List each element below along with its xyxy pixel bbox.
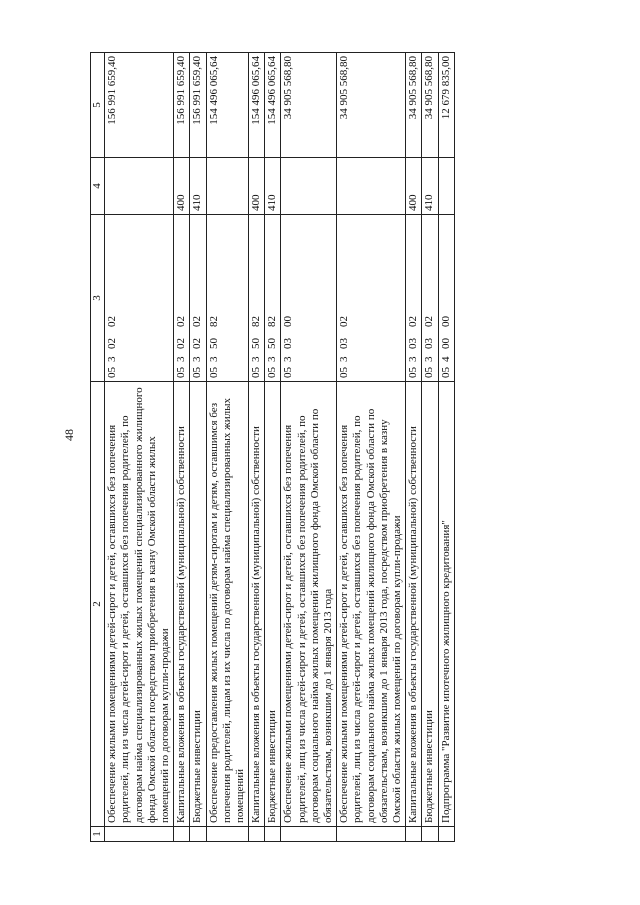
code-part-0: 05 (282, 367, 295, 378)
code-part-1: 3 (282, 356, 295, 362)
code-part-1: 3 (338, 356, 351, 362)
row-code (281, 215, 337, 382)
row-index-cell (206, 827, 249, 842)
code-part-2: 03 (338, 338, 351, 349)
row-code-parts (175, 218, 188, 378)
row-amount: 154 496 065,64 (265, 53, 281, 158)
row-index-cell (174, 827, 190, 842)
row-name: Обеспечение жилыми помещениями детей-сирот и детей, оставшихся без попечения родителей, лиц из числа детей-сирот и детей, оставшихся без попечения родителей, по договорам найма специализированных жилых помещений специализированного жилищного фонда Омской области посредством приобретения в казну Омской области жилых помещений по договорам купли-продажи (105, 382, 174, 827)
row-name: Бюджетные инвестиции (422, 382, 438, 827)
code-part-3: 82 (266, 316, 279, 327)
code-part-3: 02 (338, 316, 351, 327)
table-row (206, 53, 249, 842)
row-amount: 34 905 568,80 (281, 53, 337, 158)
code-part-0: 05 (439, 367, 452, 378)
code-part-1: 3 (250, 356, 263, 362)
row-code-parts (338, 218, 351, 378)
header-col-5: 5 (91, 53, 105, 158)
row-code-parts (282, 218, 295, 378)
code-part-3: 00 (439, 316, 452, 327)
table-row (265, 53, 281, 842)
code-part-3: 02 (175, 316, 188, 327)
row-amount: 34 905 568,80 (422, 53, 438, 158)
header-row (91, 53, 105, 842)
row-code (190, 215, 206, 382)
code-part-1: 3 (191, 356, 204, 362)
row-name: Капитальные вложения в объекты государственной (муниципальной) собственности (249, 382, 265, 827)
table-row (281, 53, 337, 842)
code-part-2: 02 (175, 338, 188, 349)
row-vr (105, 158, 174, 215)
table-row (190, 53, 206, 842)
row-code (406, 215, 422, 382)
row-index-cell (422, 827, 438, 842)
code-part-1: 3 (175, 356, 188, 362)
row-index-cell (337, 827, 406, 842)
row-code-parts (266, 218, 279, 378)
code-part-1: 3 (207, 356, 220, 362)
row-code-parts (208, 218, 221, 378)
row-amount: 154 496 065,64 (206, 53, 249, 158)
table-row (422, 53, 438, 842)
code-part-1: 4 (439, 356, 452, 362)
code-part-2: 50 (207, 338, 220, 349)
row-vr: 410 (422, 158, 438, 215)
code-part-2: 00 (439, 338, 452, 349)
header-col-1: 1 (91, 827, 105, 842)
code-part-0: 05 (207, 367, 220, 378)
code-part-1: 3 (423, 356, 436, 362)
code-part-0: 05 (407, 367, 420, 378)
code-part-2: 03 (282, 338, 295, 349)
row-code (422, 215, 438, 382)
row-code (337, 215, 406, 382)
code-part-1: 3 (266, 356, 279, 362)
row-name: Подпрограмма "Развитие ипотечного жилищного кредитования" (438, 382, 454, 827)
code-part-0: 05 (423, 367, 436, 378)
row-code-parts (191, 218, 204, 378)
row-code (105, 215, 174, 382)
row-vr (281, 158, 337, 215)
table-row (406, 53, 422, 842)
row-code-parts (440, 218, 453, 378)
row-vr: 410 (265, 158, 281, 215)
page-number: 48 (62, 429, 76, 441)
row-index-cell (190, 827, 206, 842)
row-code (206, 215, 249, 382)
budget-table (90, 52, 455, 842)
row-index-cell (265, 827, 281, 842)
header-col-4: 4 (91, 158, 105, 215)
table-row (249, 53, 265, 842)
row-amount: 34 905 568,80 (406, 53, 422, 158)
row-index-cell (438, 827, 454, 842)
row-vr: 410 (190, 158, 206, 215)
row-code (438, 215, 454, 382)
row-code-parts (250, 218, 263, 378)
row-code-parts (106, 218, 119, 378)
code-part-2: 50 (266, 338, 279, 349)
row-index-cell (249, 827, 265, 842)
table-row (337, 53, 406, 842)
table-row (105, 53, 174, 842)
table-row (174, 53, 190, 842)
row-amount: 156 991 659,40 (174, 53, 190, 158)
row-vr (438, 158, 454, 215)
row-vr: 400 (174, 158, 190, 215)
code-part-3: 02 (423, 316, 436, 327)
row-amount: 34 905 568,80 (337, 53, 406, 158)
row-name: Обеспечение жилыми помещениями детей-сирот и детей, оставшихся без попечения родителей, лиц из числа детей-сирот и детей, оставшихся без попечения родителей, по договорам социального найма жилых помещений жилищного фонда Омской области по обязательствам, возникшим до 1 января 2013 года, посредством приобретения в казну Омской области жилых помещений по договорам купли-продажи (337, 382, 406, 827)
header-col-2: 2 (91, 382, 105, 827)
code-part-0: 05 (175, 367, 188, 378)
row-name: Бюджетные инвестиции (265, 382, 281, 827)
row-index-cell (406, 827, 422, 842)
row-code (174, 215, 190, 382)
code-part-3: 02 (407, 316, 420, 327)
code-part-3: 82 (207, 316, 220, 327)
row-vr: 400 (406, 158, 422, 215)
code-part-0: 05 (338, 367, 351, 378)
row-vr (337, 158, 406, 215)
row-code-parts (407, 218, 420, 378)
row-index-cell (105, 827, 174, 842)
row-amount: 156 991 659,40 (105, 53, 174, 158)
code-part-1: 3 (407, 356, 420, 362)
row-vr: 400 (249, 158, 265, 215)
row-name: Капитальные вложения в объекты государственной (муниципальной) собственности (406, 382, 422, 827)
row-amount: 154 496 065,64 (249, 53, 265, 158)
table-row (438, 53, 454, 842)
code-part-0: 05 (106, 367, 119, 378)
row-code (249, 215, 265, 382)
code-part-3: 02 (106, 316, 119, 327)
code-part-3: 02 (191, 316, 204, 327)
row-amount: 156 991 659,40 (190, 53, 206, 158)
row-name: Капитальные вложения в объекты государственной (муниципальной) собственности (174, 382, 190, 827)
row-code (265, 215, 281, 382)
code-part-2: 02 (191, 338, 204, 349)
code-part-2: 03 (407, 338, 420, 349)
code-part-2: 50 (250, 338, 263, 349)
row-name: Бюджетные инвестиции (190, 382, 206, 827)
row-name: Обеспечение жилыми помещениями детей-сирот и детей, оставшихся без попечения родителей, лиц из числа детей-сирот и детей, оставшихся без попечения родителей, по договорам социального найма жилых помещений жилищного фонда Омской области по обязательствам, возникшим до 1 января 2013 года (281, 382, 337, 827)
row-name: Обеспечение предоставления жилых помещений детям-сиротам и детям, оставшимся без попечения родителей, лицам из их числа по договорам найма специализированных жилых помещений (206, 382, 249, 827)
code-part-2: 03 (423, 338, 436, 349)
code-part-3: 82 (250, 316, 263, 327)
code-part-1: 3 (106, 356, 119, 362)
code-part-2: 02 (106, 338, 119, 349)
row-amount: 12 679 835,00 (438, 53, 454, 158)
row-code-parts (423, 218, 436, 378)
row-vr (206, 158, 249, 215)
code-part-0: 05 (266, 367, 279, 378)
rotated-page (90, 52, 586, 842)
row-index-cell (281, 827, 337, 842)
code-part-3: 00 (282, 316, 295, 327)
header-col-3: 3 (91, 215, 105, 382)
code-part-0: 05 (250, 367, 263, 378)
code-part-0: 05 (191, 367, 204, 378)
